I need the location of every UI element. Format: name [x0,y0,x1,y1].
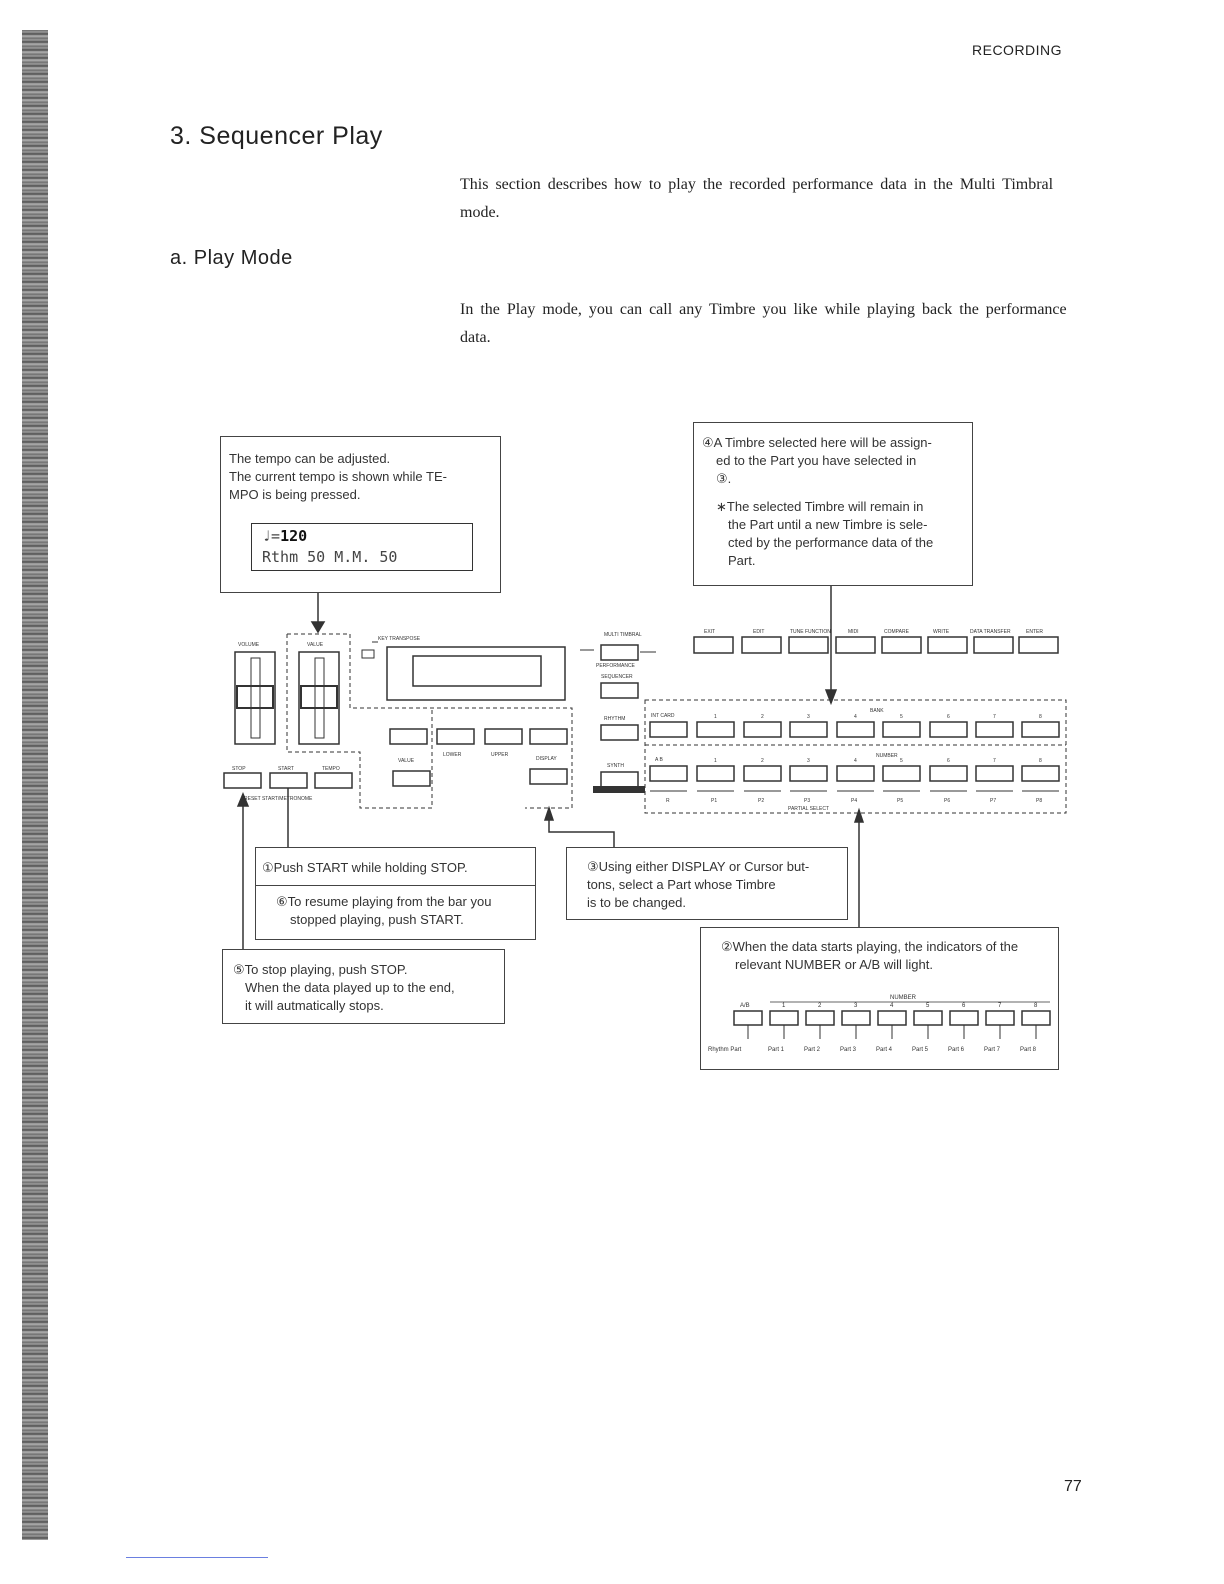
number-digit: 7 [993,758,996,764]
part-label: Part 7 [984,1047,1001,1053]
number-digit: 3 [807,758,810,764]
digit-mini: 6 [962,1003,966,1009]
resume-line: stopped playing, push START. [290,912,464,927]
digit-mini: 2 [818,1003,822,1009]
bank-digit: 5 [900,714,903,720]
part-row-label: P7 [990,798,997,804]
lcd-tempo-prefix: ♩= [262,527,281,545]
timbre-callout-line: ④A Timbre selected here will be assign- [702,435,932,450]
tempo-callout [220,436,501,593]
timbre-callout-note: Part. [728,553,756,568]
display-label: DISPLAY [536,756,557,762]
display-line: tons, select a Part whose Timbre [587,877,776,892]
bank-digit: 4 [854,714,857,720]
ab-mini-label: A/B [740,1003,750,1009]
timbre-callout-line: ed to the Part you have selected in [716,453,917,468]
part-row-label: R [666,798,670,804]
tempo-callout-line: MPO is being pressed. [229,487,361,502]
number-digit: 1 [714,758,717,764]
indicators-diagram [700,927,1059,1070]
subsection-title: a. Play Mode [170,247,293,269]
synth-label: SYNTH [607,763,624,769]
stop-line: When the data played up to the end, [245,980,455,995]
value-down-label: VALUE [398,758,415,764]
part-label: Part 4 [876,1047,893,1053]
func-label: TUNE FUNCTION [790,629,831,635]
timbre-callout-note: ∗The selected Timbre will remain in [716,499,924,514]
part-label: Part 8 [1020,1047,1037,1053]
value-slider [299,652,339,744]
section-intro: This section describes how to play the recorded performance data in the Multi Timbral mode. [460,176,1054,221]
tempo-button [315,773,352,788]
digit-mini: 7 [998,1003,1002,1009]
func-label: EXIT [704,629,716,635]
display-line: ③Using either DISPLAY or Cursor but- [587,859,810,874]
multi-timbral-label: MULTI TIMBRAL [604,632,642,638]
stop-callout [222,949,505,1024]
part-label: Part 5 [912,1047,929,1053]
value-label: VALUE [307,642,324,648]
start-label: START [278,766,294,772]
timbre-callout [693,422,973,586]
stop-label: STOP [232,766,246,772]
bank-digit: 1 [714,714,717,720]
push-start-step: ①Push START while holding STOP. [256,848,535,886]
number-digit: 8 [1039,758,1042,764]
section-title: 3. Sequencer Play [170,122,383,150]
part-label: Rhythm Part [708,1047,742,1053]
part-row-label: P2 [758,798,765,804]
number-digit: 5 [900,758,903,764]
tempo-lcd [251,523,473,571]
tempo-callout-line: The current tempo is shown while TE- [229,469,447,484]
bank-digit: 2 [761,714,764,720]
bank-digit: 8 [1039,714,1042,720]
indicators-callout [700,927,1059,1070]
timbre-callout-note: cted by the performance data of the [728,535,934,550]
func-label: WRITE [933,629,950,635]
stop-line: it will autmatically stops. [245,998,384,1013]
stop-line: ⑤To stop playing, push STOP. [233,962,408,977]
timbre-callout-line: ③. [716,471,732,486]
page-number: 77 [1064,1478,1082,1495]
bank-digit: 7 [993,714,996,720]
part-row-label: P5 [897,798,904,804]
display-callout [566,847,848,920]
tempo-label: TEMPO [322,766,340,772]
part-row-label: P1 [711,798,718,804]
part-label: Part 1 [768,1047,785,1053]
partial-label: PARTIAL SELECT [788,806,830,812]
timbre-callout-note: the Part until a new Timbre is sele- [728,517,928,532]
func-label: MIDI [848,629,859,635]
func-label: EDIT [753,629,765,635]
func-label: ENTER [1026,629,1043,635]
tempo-callout-line: The tempo can be adjusted. [229,451,391,466]
indicators-line: relevant NUMBER or A/B will light. [735,957,933,972]
part-label: Part 3 [840,1047,857,1053]
number-digit: 6 [947,758,950,764]
start-button [270,773,307,788]
part-row-label: P8 [1036,798,1043,804]
performance-label: PERFORMANCE [596,663,635,669]
number-digit: 4 [854,758,857,764]
lcd-line-2: Rthm 50 M.M. 50 [262,548,398,566]
part-row-label: P4 [851,798,858,804]
ab-label: A B [655,757,663,763]
lcd-tempo-value: 120 [280,527,308,545]
bank-label: BANK [870,708,884,714]
upper-label: UPPER [491,752,509,758]
bank-digit: 6 [947,714,950,720]
volume-slider [235,652,275,744]
footer-rule [126,1557,268,1558]
func-label: DATA TRANSFER [970,629,1011,635]
rhythm-label: RHYTHM [604,716,626,722]
section-header-label: RECORDING [972,42,1063,58]
subsection-body: In the Play mode, you can call any Timbre you like while playing back the performance data. [460,301,1067,346]
start-callout [255,847,536,940]
digit-mini: 3 [854,1003,858,1009]
bank-digit: 3 [807,714,810,720]
part-row-label: P6 [944,798,951,804]
number-label: NUMBER [876,753,898,759]
digit-mini: 5 [926,1003,930,1009]
reset-label: RESET START/METRONOME [244,796,313,802]
digit-mini: 4 [890,1003,894,1009]
display-button [530,769,567,784]
int-card-label: INT CARD [651,713,675,719]
display-line: is to be changed. [587,895,687,910]
lower-label: LOWER [443,752,462,758]
key-transpose-label: KEY TRANSPOSE [378,636,421,642]
number-digit: 2 [761,758,764,764]
indicators-line: ②When the data starts playing, the indicators of the [721,939,1019,954]
digit-mini: 1 [782,1003,786,1009]
multi-timbral-button [601,645,638,660]
part-row-label: P3 [804,798,811,804]
resume-step [256,886,535,929]
sequencer-label: SEQUENCER [601,674,633,680]
stop-button [224,773,261,788]
resume-line: ⑥To resume playing from the bar you [276,894,492,909]
number-mini-label: NUMBER [890,995,917,1001]
func-label: COMPARE [884,629,909,635]
part-label: Part 6 [948,1047,965,1053]
digit-mini: 8 [1034,1003,1038,1009]
part-label: Part 2 [804,1047,821,1053]
volume-label: VOLUME [238,642,260,648]
